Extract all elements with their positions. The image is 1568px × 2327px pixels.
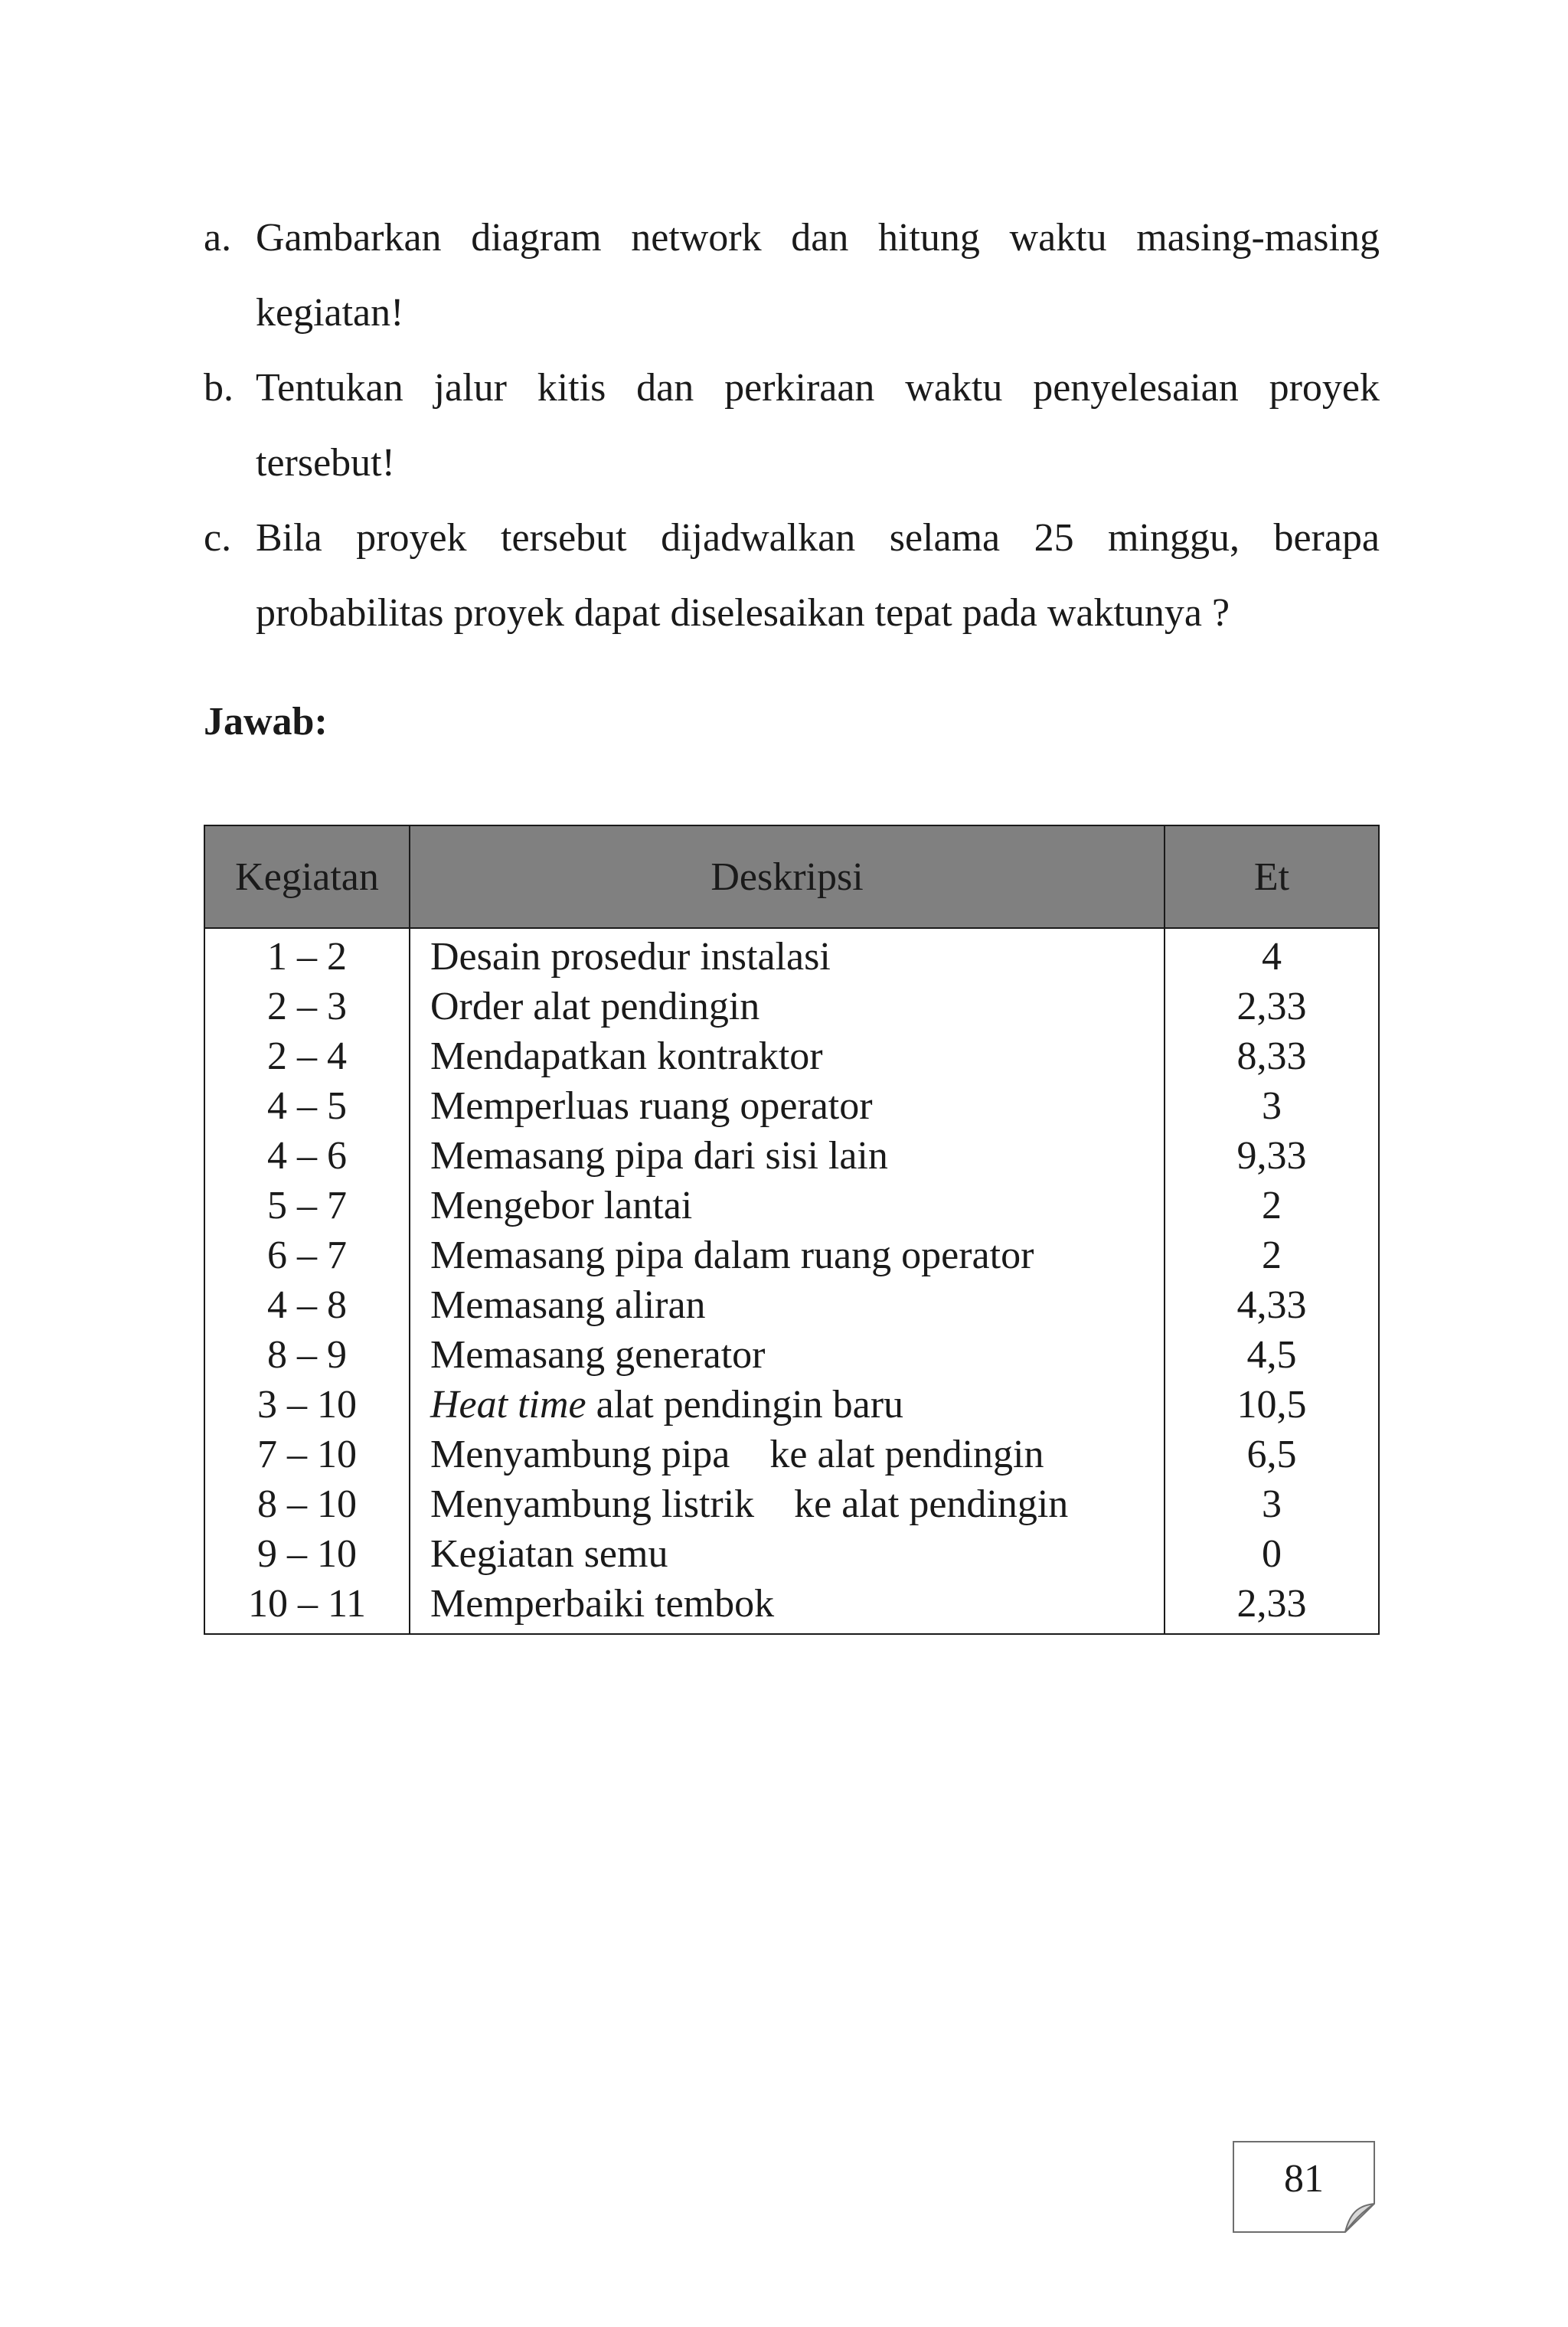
question-item-b <box>204 351 1380 501</box>
cell-kegiatan: 7 – 10 <box>204 1430 410 1479</box>
cell-et: 2 <box>1165 1181 1379 1230</box>
cell-et: 3 <box>1165 1081 1379 1131</box>
cell-kegiatan: 4 – 5 <box>204 1081 410 1131</box>
cell-deskripsi: Mengebor lantai <box>410 1181 1165 1230</box>
cell-deskripsi: Menyambung pipa ke alat pendingin <box>410 1430 1165 1479</box>
question-item-c <box>204 501 1380 651</box>
cell-deskripsi: Memperluas ruang operator <box>410 1081 1165 1131</box>
cell-et: 2,33 <box>1165 1579 1379 1634</box>
question-letter: a. <box>204 216 232 260</box>
cell-et: 0 <box>1165 1529 1379 1579</box>
table-row <box>204 1131 1379 1181</box>
cell-kegiatan: 4 – 6 <box>204 1131 410 1181</box>
cell-et: 2 <box>1165 1230 1379 1280</box>
table-row <box>204 1430 1379 1479</box>
cell-kegiatan: 5 – 7 <box>204 1181 410 1230</box>
cell-deskripsi-italic: Heat time <box>430 1383 586 1427</box>
cell-deskripsi <box>410 1380 1165 1430</box>
cell-kegiatan: 1 – 2 <box>204 928 410 982</box>
question-letter: b. <box>204 366 234 410</box>
table-row <box>204 1280 1379 1330</box>
cell-et: 2,33 <box>1165 982 1379 1031</box>
cell-et: 4,33 <box>1165 1280 1379 1330</box>
cell-et: 4 <box>1165 928 1379 982</box>
table-row <box>204 982 1379 1031</box>
cell-kegiatan: 6 – 7 <box>204 1230 410 1280</box>
table-row <box>204 1230 1379 1280</box>
question-text: Tentukan jalur kitis dan perkiraan waktu penyelesaian proyek tersebut! <box>256 366 1380 485</box>
cell-kegiatan: 9 – 10 <box>204 1529 410 1579</box>
cell-deskripsi: Memasang aliran <box>410 1280 1165 1330</box>
header-kegiatan: Kegiatan <box>204 825 410 928</box>
activity-table <box>204 825 1380 1635</box>
cell-et: 9,33 <box>1165 1131 1379 1181</box>
table-header-row <box>204 825 1379 928</box>
question-letter: c. <box>204 516 232 560</box>
cell-deskripsi: Kegiatan semu <box>410 1529 1165 1579</box>
table-row <box>204 1031 1379 1081</box>
cell-kegiatan: 10 – 11 <box>204 1579 410 1634</box>
cell-deskripsi: Mendapatkan kontraktor <box>410 1031 1165 1081</box>
cell-et: 10,5 <box>1165 1380 1379 1430</box>
header-et: Et <box>1165 825 1379 928</box>
table-row <box>204 1330 1379 1380</box>
cell-deskripsi-rest: alat pendingin baru <box>586 1383 904 1427</box>
cell-deskripsi: Memperbaiki tembok <box>410 1579 1165 1634</box>
table-row <box>204 1181 1379 1230</box>
table-row <box>204 1579 1379 1634</box>
cell-deskripsi: Menyambung listrik ke alat pendingin <box>410 1479 1165 1529</box>
cell-et: 4,5 <box>1165 1330 1379 1380</box>
table-row <box>204 1479 1379 1529</box>
table-row <box>204 1529 1379 1579</box>
cell-kegiatan: 3 – 10 <box>204 1380 410 1430</box>
question-list <box>204 201 1380 651</box>
cell-deskripsi: Memasang pipa dari sisi lain <box>410 1131 1165 1181</box>
table-row <box>204 1380 1379 1430</box>
question-text: Bila proyek tersebut dijadwalkan selama 25 minggu, berapa probabilitas proyek dapat diselesaikan tepat pada waktunya ? <box>256 516 1380 635</box>
cell-kegiatan: 8 – 9 <box>204 1330 410 1380</box>
cell-et: 8,33 <box>1165 1031 1379 1081</box>
question-text: Gambarkan diagram network dan hitung waktu masing-masing kegiatan! <box>256 216 1380 335</box>
cell-kegiatan: 2 – 4 <box>204 1031 410 1081</box>
page-number-box <box>1233 2141 1375 2233</box>
page-number: 81 <box>1284 2157 1324 2201</box>
cell-deskripsi: Memasang pipa dalam ruang operator <box>410 1230 1165 1280</box>
question-item-a <box>204 201 1380 351</box>
cell-et: 6,5 <box>1165 1430 1379 1479</box>
header-deskripsi: Deskripsi <box>410 825 1165 928</box>
cell-deskripsi: Desain prosedur instalasi <box>410 928 1165 982</box>
cell-kegiatan: 8 – 10 <box>204 1479 410 1529</box>
cell-kegiatan: 4 – 8 <box>204 1280 410 1330</box>
cell-deskripsi: Order alat pendingin <box>410 982 1165 1031</box>
cell-kegiatan: 2 – 3 <box>204 982 410 1031</box>
table-row <box>204 1081 1379 1131</box>
answer-heading: Jawab: <box>204 700 328 744</box>
table-row <box>204 928 1379 982</box>
cell-deskripsi: Memasang generator <box>410 1330 1165 1380</box>
cell-et: 3 <box>1165 1479 1379 1529</box>
